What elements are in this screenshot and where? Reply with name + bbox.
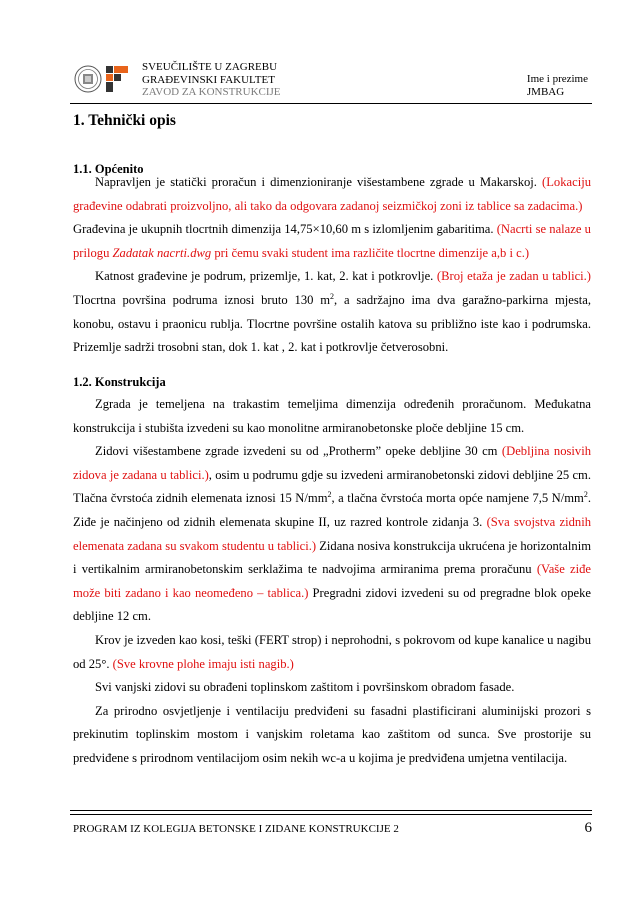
paragraph: Zgrada je temeljena na trakastim temeljima dimenzija određenih proračunom. Međukatna konstrukcija i stubišta izvedeni su kao monolitne armiranobetonske ploče debljine 15 cm. (73, 397, 591, 435)
text: Napravljen je statički proračun i dimenzioniranje višestambene zgrade u Makarskoj. (95, 175, 543, 189)
paragraph (73, 218, 591, 265)
paragraph (73, 171, 591, 218)
text: . Ziđe je načinjeno od zidnih elemenata skupine II, uz razred kontrole zidanja 3. (73, 491, 592, 529)
text: Pregradni zidovi izvedeni su od pregradne blok opeke debljine 12 cm. (73, 585, 591, 624)
general-text (73, 171, 591, 360)
text: Katnost građevine je podrum, prizemlje, 1. kat, 2. kat i potkrovlje. (95, 269, 437, 284)
header-rule (70, 103, 592, 104)
section-title: 1. Tehnički opis (73, 112, 176, 129)
name-field-label: Ime i prezime (526, 73, 588, 85)
annotation: (Broj etaža je zadan u tablici.) (436, 269, 591, 284)
text: Građevina je ukupnih tlocrtnih dimenzija 14,75×10,60 m s izlomljenim gabaritima. (73, 222, 497, 237)
annotation: pri čemu svaki student ima različite tlocrtne dimenzije a,b i c.) (211, 245, 530, 260)
paragraph: Za prirodno osvjetljenje i ventilaciju predviđeni su fasadni plastificirani aluminijski prozori s prekinutim toplinskim mostom i vanjskim roletama kao zaštitom od sunca. Sve prostorije su predviđene s prirodnom ventilacijom osim nekih wc-a u kojima je predviđena umjetna ventilacija. (73, 703, 591, 765)
footer-rule (70, 810, 592, 811)
footer-rule-thin (70, 814, 592, 815)
text: Krov je izveden kao kosi, teški (FERT strop) i neprohodni, s pokrovom od kupe kanalice u nagibu od 25°. (73, 632, 591, 671)
annotation-filename: Zadatak nacrti.dwg (112, 245, 212, 260)
page-number: 6 (584, 820, 592, 836)
superscript: 2 (583, 490, 588, 500)
footer-program: PROGRAM IZ KOLEGIJA BETONSKE I ZIDANE KONSTRUKCIJE 2 (73, 823, 399, 835)
text: Tlocrtna površina podruma iznosi bruto 130 m (73, 292, 331, 307)
annotation: (Lokaciju građevine odabrati proizvoljno, ali tako da odgovara zadanoj seizmičkoj zoni iz tablice sa zadacima.) (73, 175, 591, 213)
structure-text (73, 393, 591, 771)
university-name: SVEUČILIŠTE U ZAGREBU (142, 61, 278, 73)
subsection-title-structure: 1.2. Konstrukcija (73, 375, 166, 389)
id-field-label: JMBAG (526, 85, 565, 98)
annotation: (Sve krovne plohe imaju isti nagib.) (112, 656, 294, 671)
student-fields (527, 73, 588, 98)
faculty-logo (74, 60, 132, 98)
faculty-name: GRAĐEVINSKI FAKULTET (142, 73, 275, 86)
text: , a sadržajno ima dva garažno-parkirna mjesta, konobu, ostavu i praonicu rublja. Tlocrtne površine ostalih katova su približno iste kao i podrumska. Prizemlje sadrži trosobni stan, dok 1. kat , 2. kat i potkrovlje četverosobni. (73, 292, 591, 355)
paragraph (73, 440, 591, 629)
superscript: 2 (327, 490, 332, 500)
subsection-title-general: 1.1. Općenito (73, 162, 144, 176)
text: , a tlačna čvrstoća morta opće namjene 7,5 N/mm (331, 491, 584, 506)
department-name: ZAVOD ZA KONSTRUKCIJE (142, 86, 281, 98)
superscript: 2 (330, 291, 335, 301)
annotation: (Sva svojstva zidnih elemenata zadana su svakom studentu u tablici.) (73, 514, 591, 553)
paragraph: Svi vanjski zidovi su obrađeni toplinskom zaštitom i površinskom obradom fasade. (95, 680, 515, 695)
page-header (70, 58, 592, 102)
paragraph (73, 265, 591, 359)
paragraph (73, 629, 591, 676)
annotation: (Debljina nosivih zidova je zadana u tablici.) (73, 444, 592, 482)
annotation: (Nacrti se nalaze u prilogu (73, 222, 591, 260)
annotation: (Vaše ziđe može biti zadano i kao neomeđeno – tablica.) (73, 562, 591, 600)
text: Zidovi višestambene zgrade izvedeni su od „Protherm” opeke debljine 30 cm (95, 444, 502, 459)
text: , osim u podrumu gdje su izvedeni armiranobetonski zidovi debljine 25 cm. Tlačna čvrstoća zidnih elemenata iznosi 15 N/mm (73, 467, 591, 506)
text: Zidana nosiva konstrukcija ukrućena je horizontalnim i vertikalnim armiranobetonskim serklažima te nadvojima armiranima prema proračunu (73, 538, 591, 577)
institution-block (142, 61, 281, 99)
